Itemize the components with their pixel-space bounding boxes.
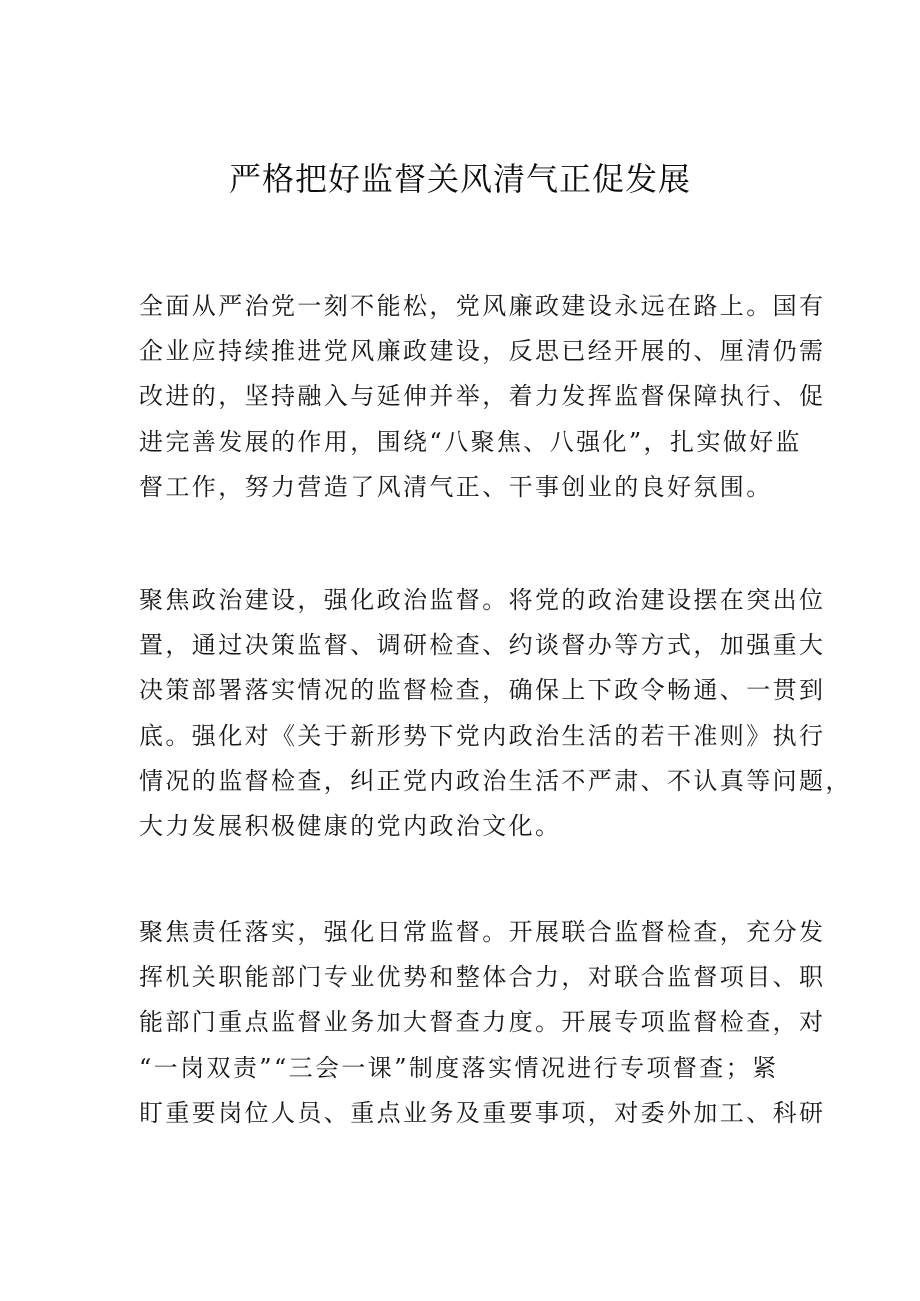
paragraph-line: 聚焦责任落实，强化日常监督。开展联合监督检查，充分发	[139, 918, 826, 946]
paragraph-line: 督工作，努力营造了风清气正、干事创业的良好氛围。	[139, 472, 773, 501]
document-title: 严格把好监督关风清气正促发展	[228, 160, 691, 198]
paragraph-line: 改进的，坚持融入与延伸并举，着力发挥监督保障执行、促	[139, 382, 826, 411]
paragraph-line: 盯重要岗位人员、重点业务及重要事项，对委外加工、科研	[139, 1098, 826, 1127]
paragraph-intro	[139, 284, 826, 510]
paragraph-line: 底。强化对《关于新形势下党内政治生活的若干准则》执行	[139, 721, 826, 750]
paragraph-line: “一岗双责”“三会一课”制度落实情况进行专项督查；紧	[139, 1053, 779, 1082]
paragraph-line: 进完善发展的作用，围绕“八聚焦、八强化”，扎实做好监	[139, 427, 802, 456]
paragraph-line: 全面从严治党一刻不能松，党风廉政建设永远在路上。国有	[139, 292, 826, 320]
paragraph-line: 聚焦政治建设，强化政治监督。将党的政治建设摆在突出位	[139, 586, 826, 614]
paragraph-line: 决策部署落实情况的监督检查，确保上下政令畅通、一贯到	[139, 676, 826, 705]
paragraph-line: 大力发展积极健康的党内政治文化。	[139, 812, 562, 841]
paragraph-line: 情况的监督检查，纠正党内政治生活不严肃、不认真等问题，	[139, 766, 852, 795]
paragraph-daily-supervision	[139, 910, 826, 1136]
paragraph-line: 企业应持续推进党风廉政建设，反思已经开展的、厘清仍需	[139, 337, 826, 366]
paragraph-line: 挥机关职能部门专业优势和整体合力，对联合监督项目、职	[139, 963, 826, 992]
paragraph-line: 能部门重点监督业务加大督查力度。开展专项监督检查，对	[139, 1008, 826, 1037]
paragraph-line: 置，通过决策监督、调研检查、约谈督办等方式，加强重大	[139, 631, 826, 660]
paragraph-political-supervision	[139, 578, 852, 849]
